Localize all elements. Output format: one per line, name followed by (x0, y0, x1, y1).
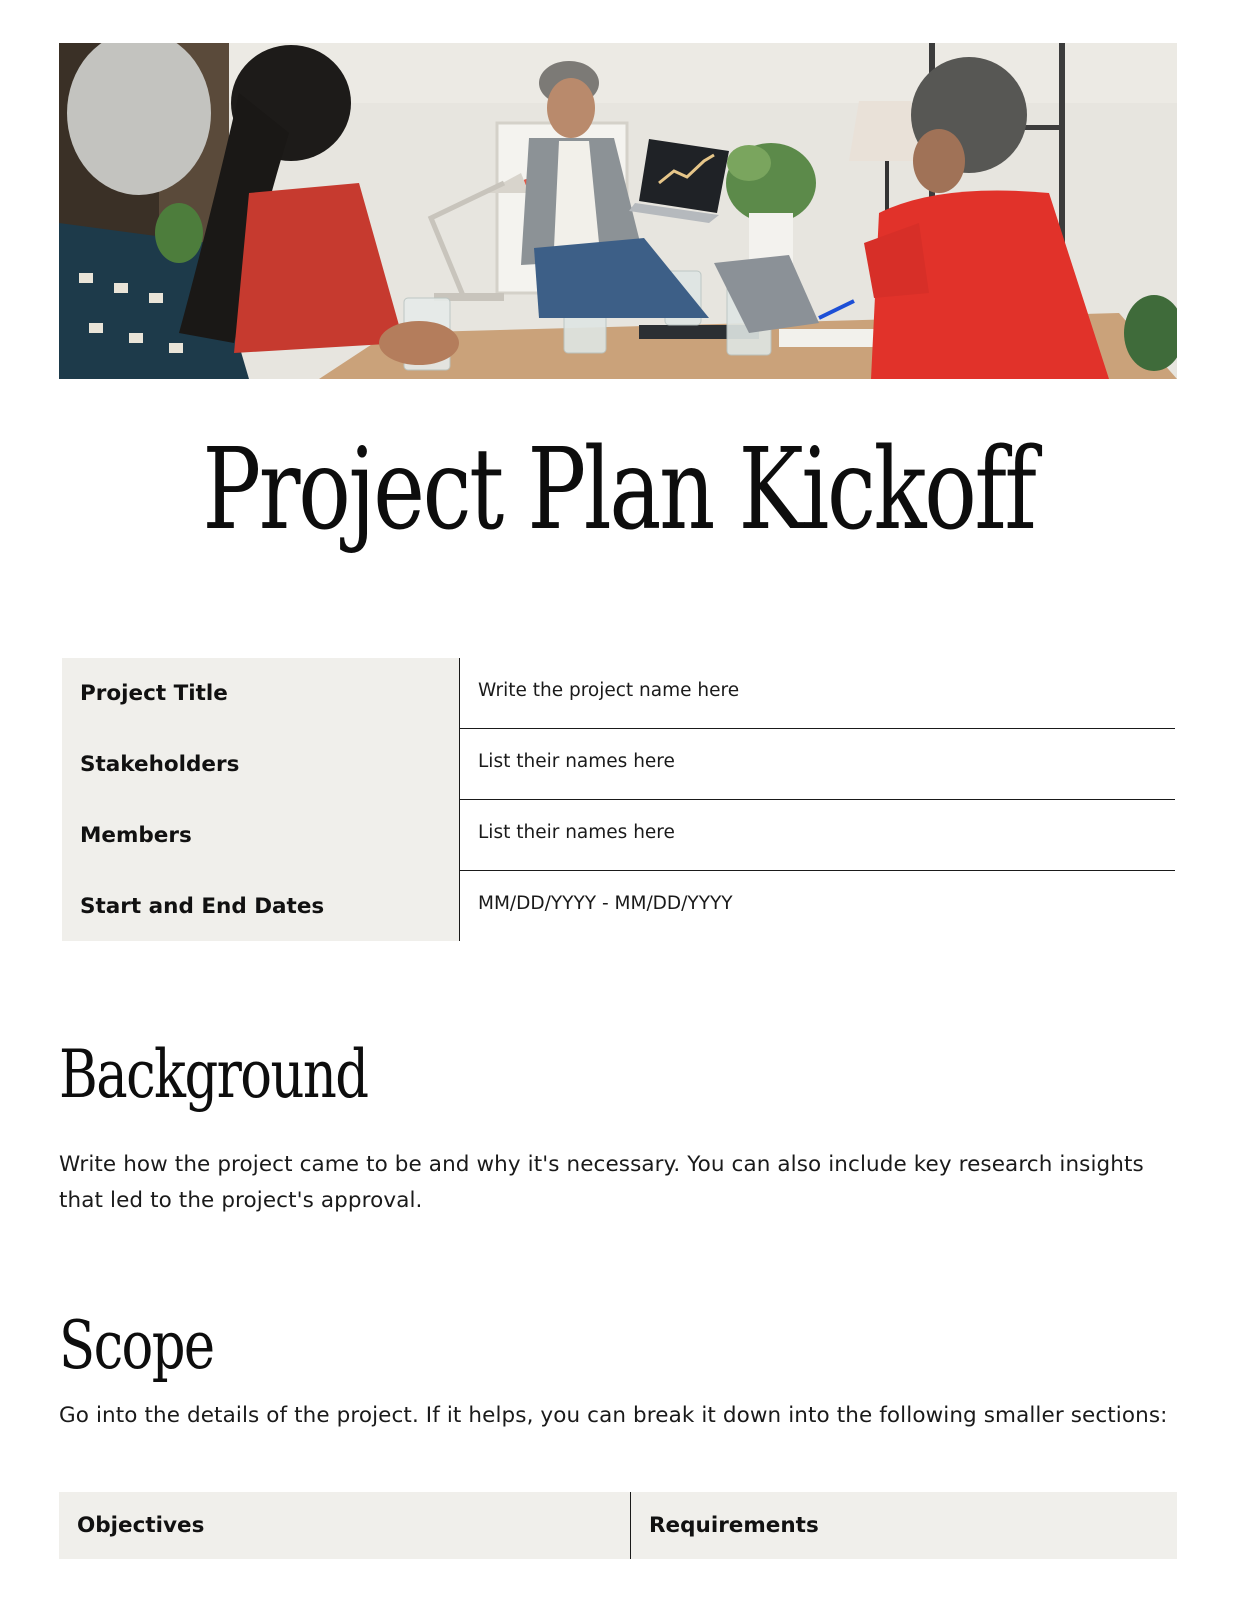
dates-field[interactable]: MM/DD/YYYY - MM/DD/YYYY (478, 892, 733, 914)
table-row (62, 871, 1175, 941)
background-text[interactable]: Write how the project came to be and why it's necessary. You can also include key research insights that led to the project's approval. (59, 1152, 1144, 1213)
background-heading: Background (59, 1036, 368, 1113)
project-title-label: Project Title (62, 658, 460, 729)
requirements-column-header: Requirements (649, 1513, 819, 1538)
table-row (62, 729, 1175, 800)
objectives-column-header: Objectives (59, 1492, 631, 1559)
hero-photo (59, 43, 1177, 379)
project-info-table (62, 658, 1175, 941)
scope-table (59, 1492, 1177, 1559)
table-row (62, 800, 1175, 871)
members-label: Members (62, 800, 460, 871)
scope-heading: Scope (59, 1307, 214, 1384)
stakeholders-field[interactable]: List their names here (460, 729, 1175, 800)
project-title-field[interactable]: Write the project name here (460, 658, 1175, 729)
page-title: Project Plan Kickoff (202, 425, 1035, 555)
table-row (62, 658, 1175, 729)
scope-text[interactable]: Go into the details of the project. If it helps, you can break it down into the following smaller sections: (59, 1403, 1168, 1428)
stakeholders-label: Stakeholders (62, 729, 460, 800)
dates-label: Start and End Dates (62, 871, 460, 941)
members-field[interactable]: List their names here (460, 800, 1175, 871)
